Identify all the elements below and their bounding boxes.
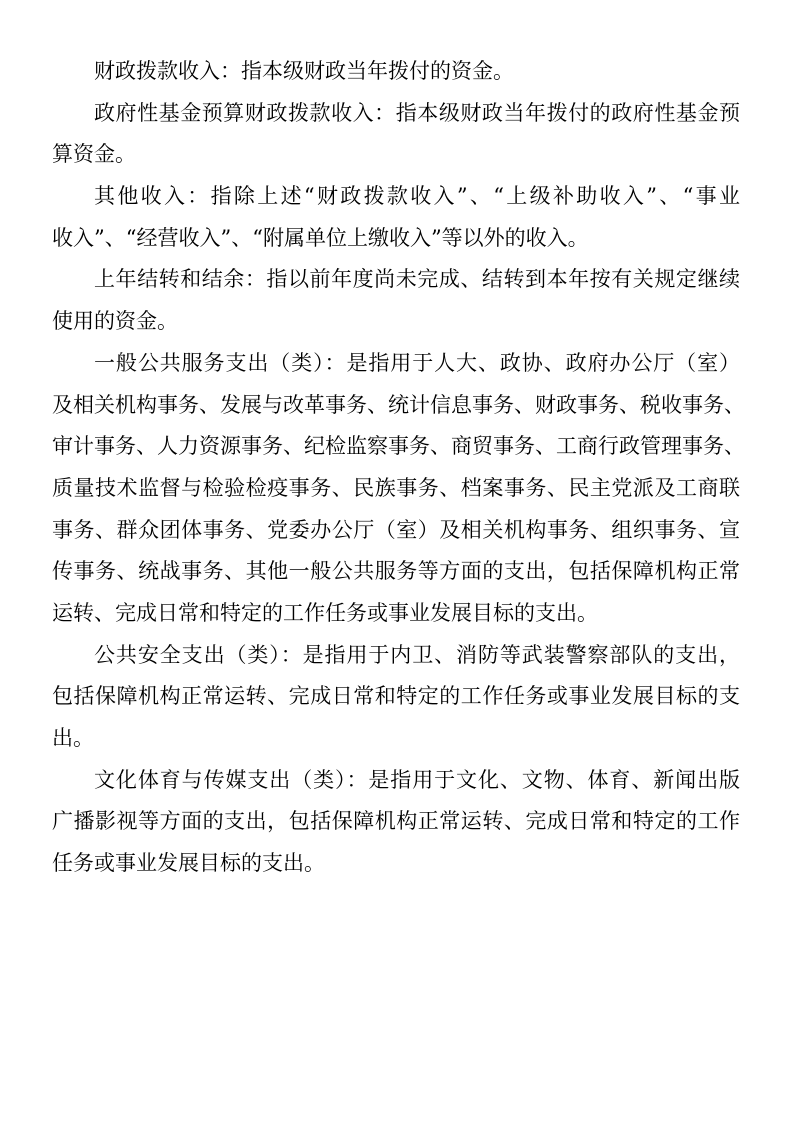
paragraph-line: 事务、群众团体事务、党委办公厅（室）及相关机构事务、组织事务、宣 [52, 517, 740, 542]
paragraph-line: 及相关机构事务、发展与改革事务、统计信息事务、财政事务、税收事务、 [52, 392, 745, 417]
paragraph-line: 公共安全支出（类）：是指用于内卫、消防等武装警察部队的支出， [94, 642, 740, 667]
paragraph-line: 一般公共服务支出（类）：是指用于人大、政协、政府办公厅（室） [94, 350, 740, 375]
paragraph-line: 收入”、“经营收入”、“附属单位上缴收入”等以外的收入。 [52, 225, 589, 250]
paragraph-line: 使用的资金。 [52, 309, 178, 334]
document-body [52, 51, 745, 885]
paragraph-line: 传事务、统战事务、其他一般公共服务等方面的支出，包括保障机构正常 [52, 559, 740, 584]
paragraph-line: 政府性基金预算财政拨款收入：指本级财政当年拨付的政府性基金预 [94, 100, 740, 125]
paragraph-line: 算资金。 [52, 142, 136, 167]
paragraph-line: 包括保障机构正常运转、完成日常和特定的工作任务或事业发展目标的支 [52, 684, 740, 709]
paragraph-line: 任务或事业发展目标的支出。 [52, 851, 325, 876]
paragraph-line: 财政拨款收入：指本级财政当年拨付的资金。 [94, 59, 514, 83]
paragraph-general-public-services [52, 343, 745, 635]
paragraph-line: 文化体育与传媒支出（类）：是指用于文化、文物、体育、新闻出版 [94, 767, 740, 792]
paragraph-public-security [52, 635, 740, 760]
paragraph-line: 广播影视等方面的支出，包括保障机构正常运转、完成日常和特定的工作 [52, 809, 740, 834]
paragraph-line: 质量技术监督与检验检疫事务、民族事务、档案事务、民主党派及工商联 [52, 475, 740, 500]
paragraph-other-income [52, 176, 740, 259]
paragraph-line: 运转、完成日常和特定的工作任务或事业发展目标的支出。 [52, 600, 598, 625]
paragraph-carryover-balance [52, 259, 740, 342]
paragraph-government-fund-income [52, 93, 740, 176]
paragraph-line: 出。 [52, 726, 94, 750]
paragraph-line: 其他收入：指除上述“财政拨款收入”、“上级补助收入”、“事业 [94, 184, 740, 209]
paragraph-fiscal-allocation-income [52, 51, 740, 93]
paragraph-line: 上年结转和结余：指以前年度尚未完成、结转到本年按有关规定继续 [94, 267, 740, 292]
paragraph-line: 审计事务、人力资源事务、纪检监察事务、商贸事务、工商行政管理事务、 [52, 434, 745, 459]
paragraph-culture-sports-media [52, 760, 740, 885]
